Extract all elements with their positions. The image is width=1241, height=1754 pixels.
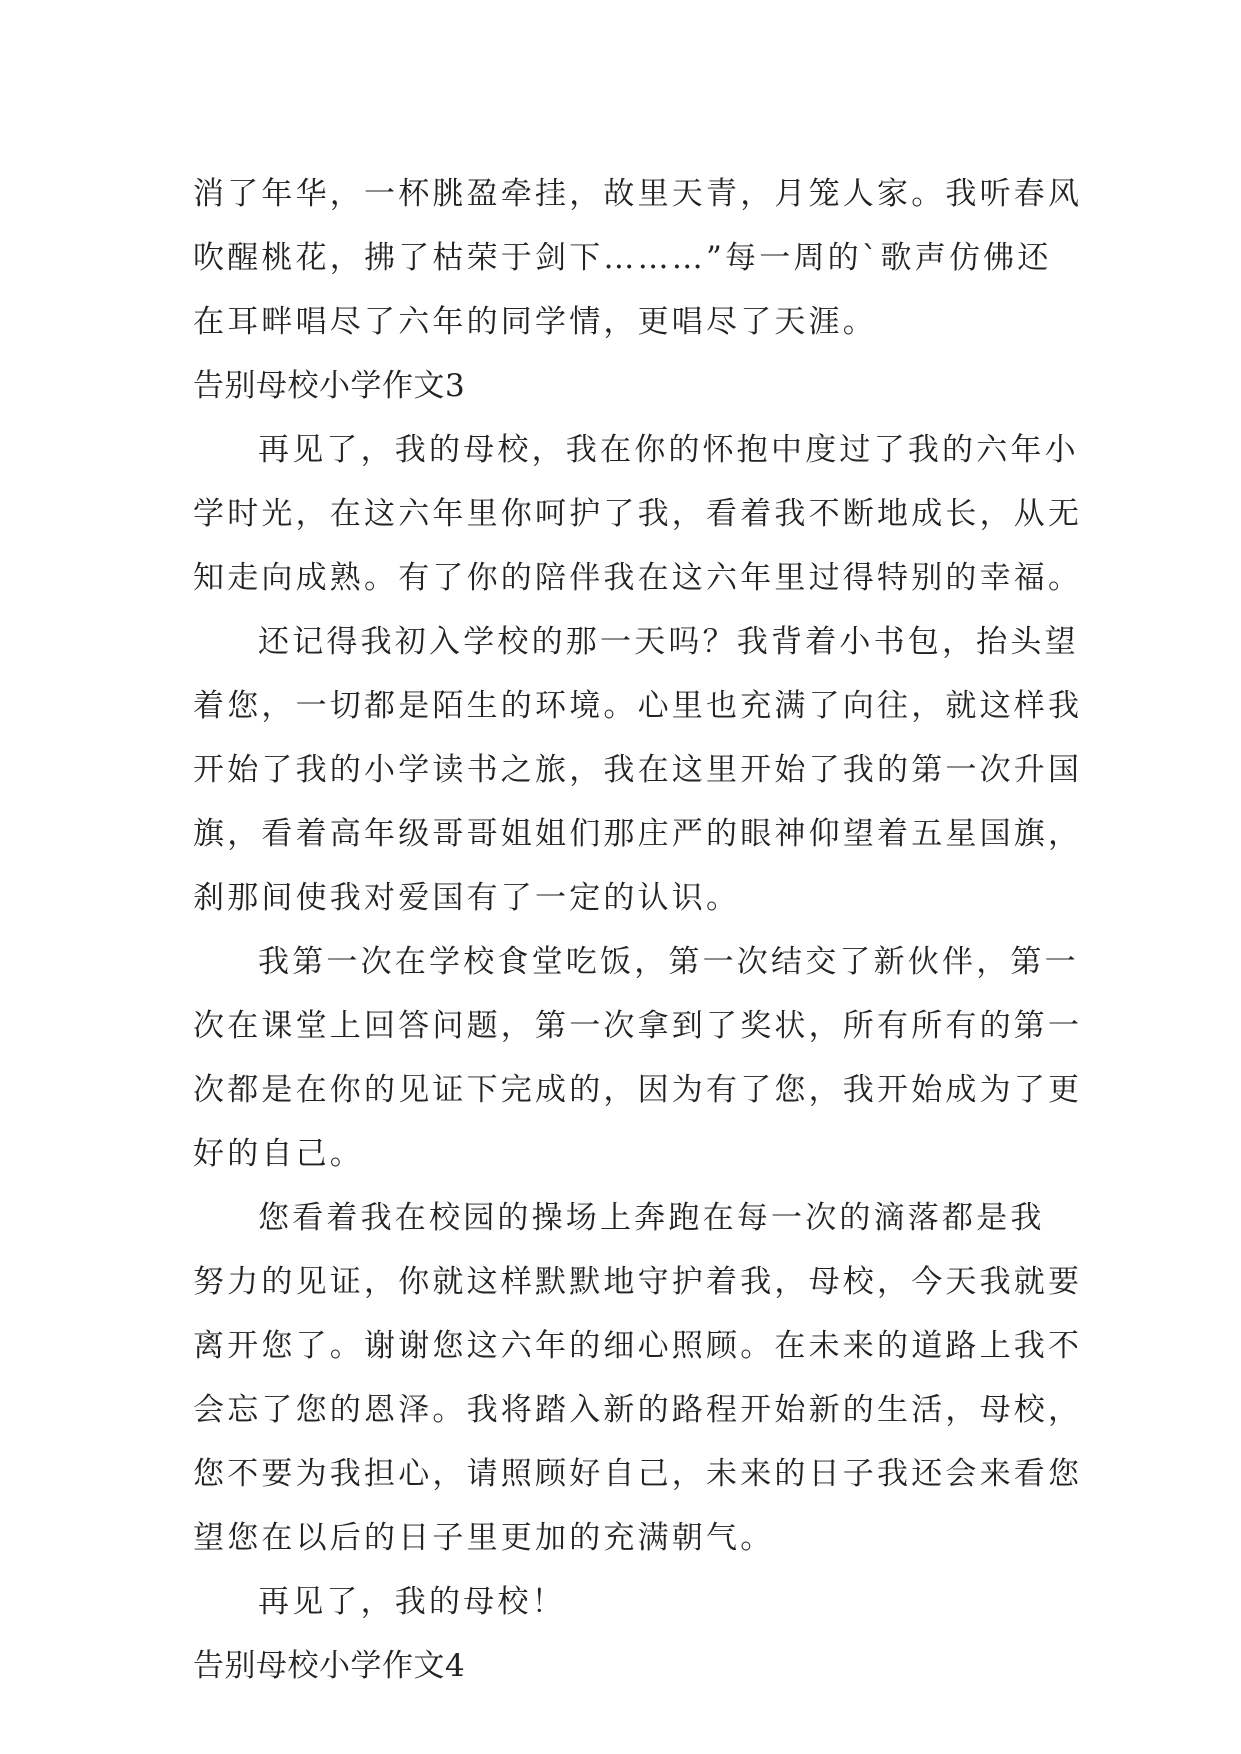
text-line: 知走向成熟。有了你的陪伴我在这六年里过得特别的幸福。 <box>193 560 1083 596</box>
text-line: 次在课堂上回答问题，第一次拿到了奖状，所有所有的第一 <box>193 1008 1083 1044</box>
section-heading: 告别母校小学作文4 <box>193 1648 466 1684</box>
text-line: 离开您了。谢谢您这六年的细心照顾。在未来的道路上我不 <box>193 1328 1083 1364</box>
text-line: 次都是在你的见证下完成的，因为有了您，我开始成为了更 <box>193 1072 1083 1108</box>
text-line: 好的自己。 <box>193 1136 364 1172</box>
text-line: 努力的见证，你就这样默默地守护着我，母校，今天我就要 <box>193 1264 1083 1300</box>
paragraph-first-line: 我第一次在学校食堂吃饭，第一次结交了新伙伴，第一 <box>258 944 1079 980</box>
text-line: 消了年华，一杯朓盈牵挂，故里天青，月笼人家。我听春风 <box>193 176 1083 212</box>
text-line: 学时光，在这六年里你呵护了我，看着我不断地成长，从无 <box>193 496 1083 532</box>
paragraph-first-line: 再见了，我的母校，我在你的怀抱中度过了我的六年小 <box>258 432 1079 468</box>
text-line: 旗，看着高年级哥哥姐姐们那庄严的眼神仰望着五星国旗， <box>193 816 1083 852</box>
text-line: 您不要为我担心，请照顾好自己，未来的日子我还会来看您 <box>193 1456 1083 1492</box>
text-line: 在耳畔唱尽了六年的同学情，更唱尽了天涯。 <box>193 304 877 340</box>
text-line: 刹那间使我对爱国有了一定的认识。 <box>193 880 741 916</box>
text-line: 着您，一切都是陌生的环境。心里也充满了向往，就这样我 <box>193 688 1083 724</box>
paragraph-first-line: 还记得我初入学校的那一天吗？我背着小书包，抬头望 <box>258 624 1079 660</box>
paragraph-first-line: 您看着我在校园的操场上奔跑在每一次的滴落都是我 <box>258 1200 1045 1236</box>
text-line: 吹醒桃花，拂了枯荣于剑下………”每一周的`歌声仿佛还 <box>193 240 1052 276</box>
paragraph-first-line: 再见了，我的母校！ <box>258 1584 566 1620</box>
text-line: 会忘了您的恩泽。我将踏入新的路程开始新的生活，母校， <box>193 1392 1083 1428</box>
section-heading: 告别母校小学作文3 <box>193 368 466 404</box>
document-body <box>193 162 1083 1698</box>
text-line: 望您在以后的日子里更加的充满朝气。 <box>193 1520 775 1556</box>
text-line: 开始了我的小学读书之旅，我在这里开始了我的第一次升国 <box>193 752 1083 788</box>
